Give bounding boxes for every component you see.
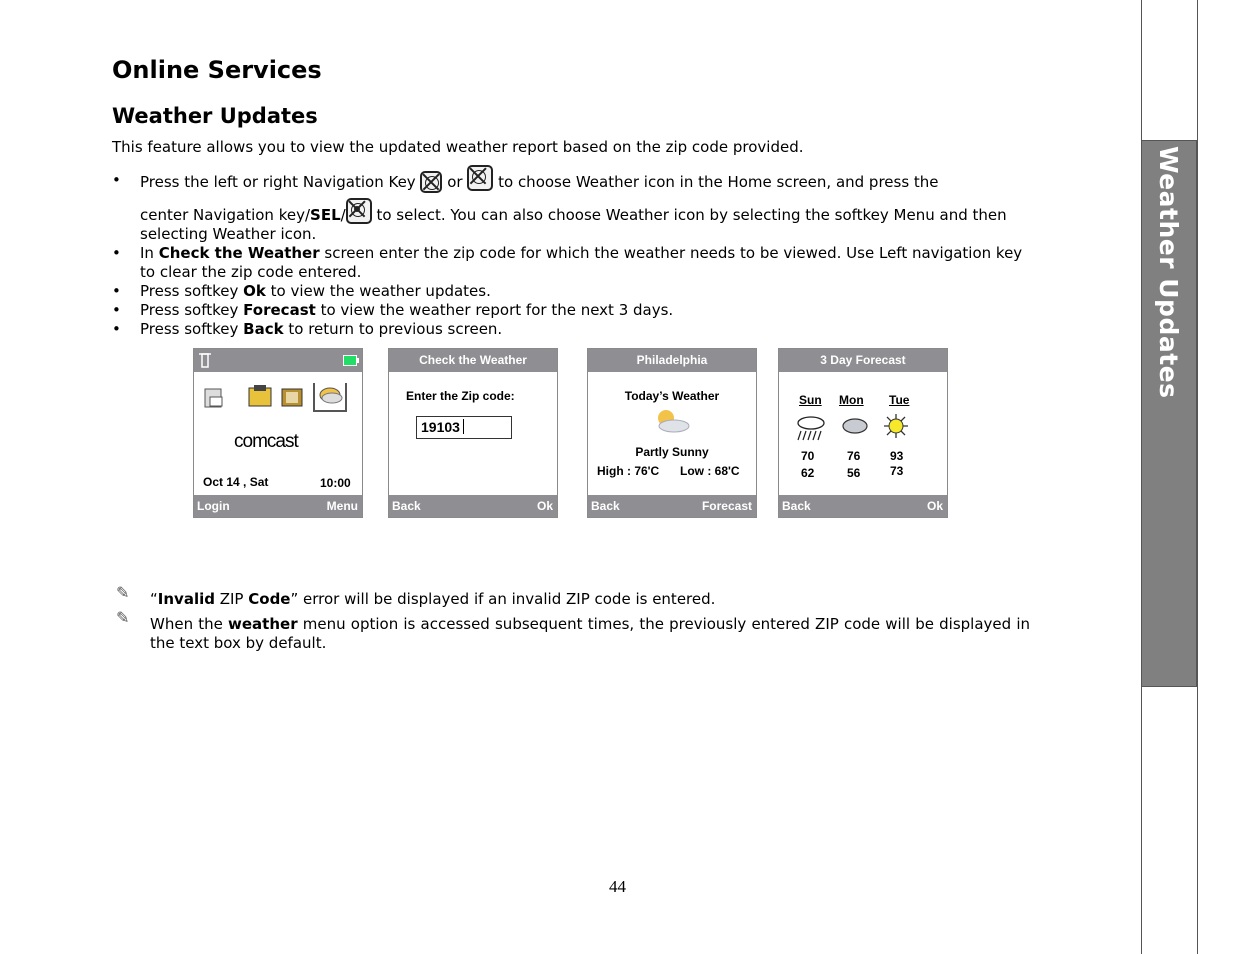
low-temp: Low : 68'C	[680, 464, 740, 478]
partly-sunny-icon	[650, 407, 692, 435]
envelope-icon	[205, 389, 222, 407]
day-label: Mon	[839, 393, 864, 407]
today-heading: Today’s Weather	[624, 389, 720, 403]
softkey-back[interactable]: Back	[591, 499, 620, 513]
list-item: • Press softkey Forecast to view the weather report for the next 3 days.	[112, 301, 1032, 320]
note-invalid-zip: “Invalid ZIP Code” error will be displayed if an invalid ZIP code is entered.	[150, 590, 716, 608]
list-item: • Press the left or right Navigation Key or to choose Weather icon in the Home screen, and press the center Navigation key/SEL/ to select. You can also choose Weather icon by selecting the softkey Menu and then selecting Weather icon.	[112, 165, 1032, 244]
pencil-note-icon: ✎	[116, 583, 130, 602]
today-weather-screen	[587, 348, 757, 518]
zip-input[interactable]: 19103	[416, 416, 512, 439]
day-label: Sun	[799, 393, 822, 407]
softkey-back[interactable]: Back	[782, 499, 811, 513]
condition-text: Partly Sunny	[635, 445, 709, 459]
softkey-bar	[194, 495, 362, 517]
page-title: Online Services	[112, 56, 322, 84]
day-label: Tue	[889, 393, 910, 407]
low-temp: 73	[890, 464, 904, 478]
low-temp: 62	[801, 466, 815, 480]
notebook-icon	[282, 389, 302, 406]
left-nav-key-icon	[420, 171, 442, 193]
list-item: • Press softkey Ok to view the weather updates.	[112, 282, 1032, 301]
note-previous-zip: When the weather menu option is accessed subsequent times, the previously entered ZIP code will be displayed in the text box by default.	[150, 615, 1030, 652]
home-screen	[193, 348, 363, 518]
section-tab-label: Weather Updates	[1154, 146, 1183, 399]
softkey-back[interactable]: Back	[392, 499, 421, 513]
softkey-ok[interactable]: Ok	[926, 499, 943, 513]
status-bar	[194, 349, 362, 372]
softkey-bar	[588, 495, 756, 517]
pencil-note-icon: ✎	[116, 608, 130, 627]
text-cursor	[463, 419, 465, 434]
high-temp: 76	[847, 449, 861, 463]
page-number: 44	[609, 877, 626, 896]
home-app-icons	[202, 383, 350, 423]
screen-title: 3 Day Forecast	[779, 349, 947, 372]
softkey-bar	[389, 495, 557, 517]
section-title: Weather Updates	[112, 104, 318, 128]
list-item: • Press softkey Back to return to previous screen.	[112, 320, 1032, 339]
screen-title: Check the Weather	[389, 349, 557, 372]
center-nav-key-icon	[346, 198, 372, 224]
rain-icon	[795, 415, 827, 443]
softkey-login[interactable]: Login	[197, 499, 230, 513]
cloud-icon	[841, 417, 869, 435]
phone-book-icon	[249, 385, 271, 406]
softkey-menu[interactable]: Menu	[326, 499, 358, 513]
sidebar-border-right	[1197, 0, 1198, 954]
low-temp: 56	[847, 466, 861, 480]
high-temp: 70	[801, 449, 815, 463]
softkey-forecast[interactable]: Forecast	[701, 499, 752, 513]
screen-title: Philadelphia	[588, 349, 756, 372]
zip-screen	[388, 348, 558, 518]
battery-icon	[343, 355, 359, 366]
list-item: • In Check the Weather screen enter the zip code for which the weather needs to be viewed. Use Left navigation key to clear the zip code entered.	[112, 244, 1032, 282]
right-nav-key-icon	[467, 165, 493, 191]
weather-app-icon	[314, 383, 346, 411]
softkey-ok[interactable]: Ok	[536, 499, 553, 513]
high-temp: 93	[890, 449, 904, 463]
sun-icon	[883, 413, 909, 439]
home-date: Oct 14 , Sat	[203, 475, 269, 489]
comcast-logo: comcast	[234, 431, 298, 452]
intro-text: This feature allows you to view the updated weather report based on the zip code provided.	[112, 138, 804, 156]
home-time: 10:00	[320, 476, 351, 490]
zip-label: Enter the Zip code:	[406, 389, 515, 403]
softkey-bar	[779, 495, 947, 517]
instruction-list	[112, 165, 1032, 339]
forecast-screen	[778, 348, 948, 518]
signal-icon	[197, 352, 213, 369]
high-temp: High : 76'C	[597, 464, 660, 478]
